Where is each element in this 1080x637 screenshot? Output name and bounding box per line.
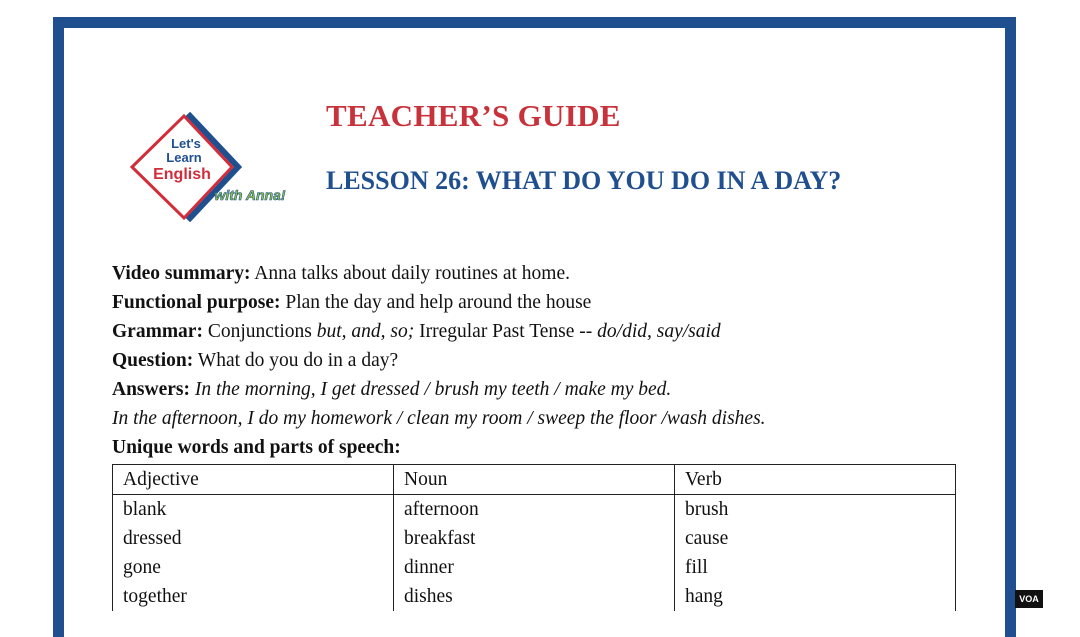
functional-purpose-text: Plan the day and help around the house <box>280 292 592 313</box>
table-cell: gone <box>113 553 394 582</box>
video-summary-line <box>112 259 972 288</box>
lets-learn-english-logo <box>122 112 302 222</box>
logo-tag: with Anna! <box>214 187 286 203</box>
table-row <box>113 524 956 553</box>
answers-text-2: In the afternoon, I do my homework / clean my room / sweep the floor /wash dishes. <box>112 408 766 429</box>
grammar-label: Grammar: <box>112 321 203 342</box>
column-header-noun: Noun <box>394 465 675 495</box>
grammar-text-2: Irregular Past Tense -- <box>414 321 598 342</box>
logo-line3: English <box>153 166 211 183</box>
table-cell: dishes <box>394 582 675 611</box>
page-title: TEACHER’S GUIDE <box>326 98 621 133</box>
answers-label: Answers: <box>112 379 190 400</box>
table-row <box>113 553 956 582</box>
table-cell: dressed <box>113 524 394 553</box>
table-cell: hang <box>675 582 956 611</box>
table-cell: afternoon <box>394 495 675 525</box>
functional-purpose-line <box>112 288 972 317</box>
video-summary-label: Video summary: <box>112 263 251 284</box>
table-cell: breakfast <box>394 524 675 553</box>
grammar-conjunctions: but, and, so; <box>316 321 415 342</box>
voa-badge: VOA <box>1015 590 1043 608</box>
table-row <box>113 495 956 525</box>
question-label: Question: <box>112 350 194 371</box>
table-header-row <box>113 465 956 495</box>
grammar-text: Conjunctions <box>202 321 317 342</box>
unique-words-label: Unique words and parts of speech: <box>112 437 401 458</box>
logo-line1: Let's <box>171 136 201 151</box>
table-cell: brush <box>675 495 956 525</box>
functional-purpose-label: Functional purpose: <box>112 292 281 313</box>
question-text: What do you do in a day? <box>193 350 399 371</box>
column-header-verb: Verb <box>675 465 956 495</box>
table-cell: together <box>113 582 394 611</box>
column-header-adjective: Adjective <box>113 465 394 495</box>
answers-line-2 <box>112 404 972 433</box>
table-row <box>113 582 956 611</box>
unique-words-line <box>112 433 972 462</box>
answers-text: In the morning, I get dressed / brush my teeth / make my bed. <box>190 379 672 400</box>
video-summary-text: Anna talks about daily routines at home. <box>250 263 571 284</box>
table-cell: dinner <box>394 553 675 582</box>
table-cell: fill <box>675 553 956 582</box>
grammar-line <box>112 317 972 346</box>
answers-line <box>112 375 972 404</box>
grammar-past-tense: do/did, say/said <box>597 321 721 342</box>
table-cell: blank <box>113 495 394 525</box>
question-line <box>112 346 972 375</box>
lesson-summary <box>112 259 972 462</box>
table-cell: cause <box>675 524 956 553</box>
logo-line2: Learn <box>166 150 202 165</box>
lesson-title: LESSON 26: WHAT DO YOU DO IN A DAY? <box>326 166 842 195</box>
parts-of-speech-table <box>112 464 956 611</box>
